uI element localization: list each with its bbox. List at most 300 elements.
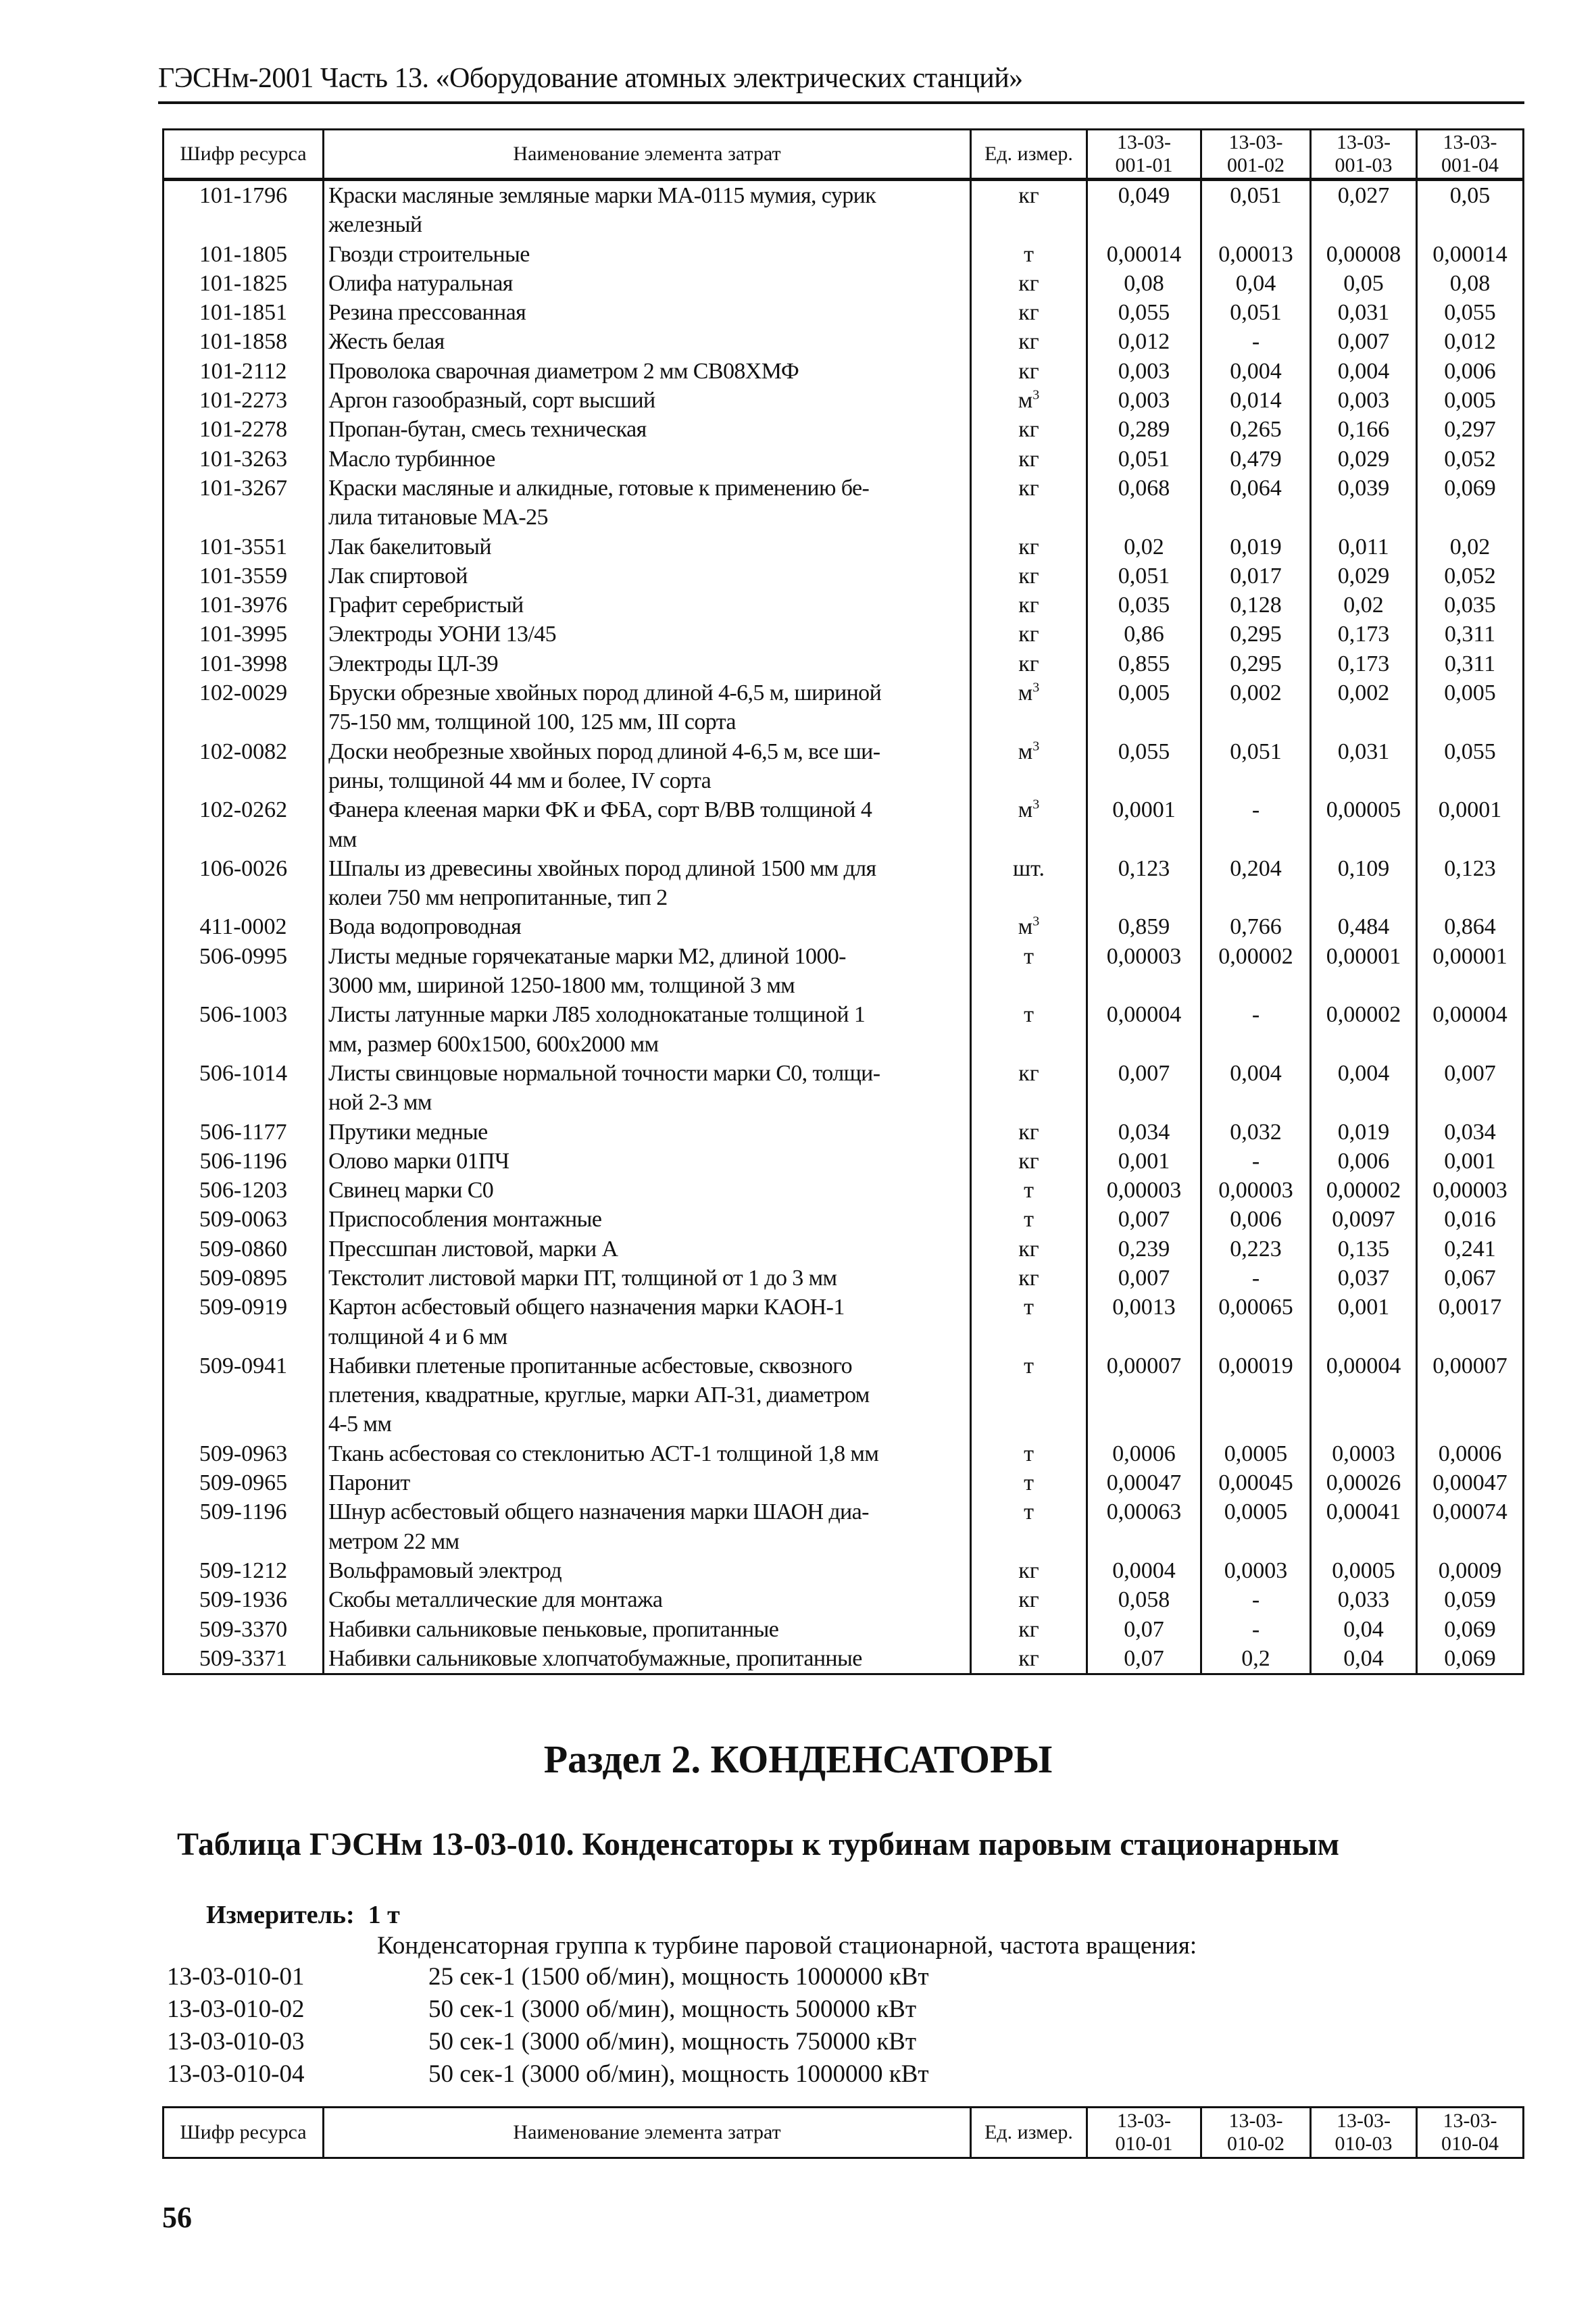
value-cell: 0,055 — [1417, 737, 1524, 796]
resource-table-13-03-001 — [162, 128, 1524, 1675]
table-row — [164, 1176, 1524, 1205]
value-cell: 0,173 — [1311, 649, 1417, 678]
unit-cell: кг — [971, 445, 1087, 474]
value-cell: 0,032 — [1201, 1118, 1311, 1147]
unit-cell: $м^3$ — [971, 912, 1087, 941]
resource-table-13-03-010 — [162, 2106, 1524, 2159]
resource-name-cell: Краски масляные земляные марки МА-0115 мумия, сурик железный — [324, 180, 971, 240]
resource-code-cell: 101-3551 — [164, 532, 324, 562]
table-row — [164, 1264, 1524, 1293]
unit-cell: кг — [971, 620, 1087, 649]
value-cell: 0,859 — [1087, 912, 1201, 941]
resource-code-cell: 506-0995 — [164, 942, 324, 1001]
resource-name-cell: Резина прессованная — [324, 298, 971, 327]
value-cell: 0,05 — [1417, 180, 1524, 240]
table-title: Таблица ГЭСНм 13-03-010. Конденсаторы к турбинам паровым стационарным — [177, 1826, 1340, 1862]
value-cell: 0,031 — [1311, 298, 1417, 327]
resource-code-cell: 509-0941 — [164, 1351, 324, 1439]
value-cell: 0,00007 — [1087, 1351, 1201, 1439]
value-cell: 0,007 — [1087, 1205, 1201, 1234]
table-row — [164, 1351, 1524, 1439]
resource-name-cell: Олово марки 01ПЧ — [324, 1147, 971, 1176]
resource-code-cell: 101-1825 — [164, 269, 324, 298]
value-cell: 0,223 — [1201, 1235, 1311, 1264]
value-cell: 0,241 — [1417, 1235, 1524, 1264]
value-cell: 0,00014 — [1417, 240, 1524, 269]
value-cell: 0,004 — [1201, 1059, 1311, 1118]
resource-code-cell: 506-1177 — [164, 1118, 324, 1147]
resource-name-cell: Шнур асбестовый общего назначения марки ШАОН диа- метром 22 мм — [324, 1497, 971, 1556]
value-cell: 0,135 — [1311, 1235, 1417, 1264]
unit-cell: кг — [971, 1118, 1087, 1147]
resource-name-cell: Лак спиртовой — [324, 562, 971, 591]
value-cell: 0,019 — [1201, 532, 1311, 562]
resource-name-cell: Электроды УОНИ 13/45 — [324, 620, 971, 649]
value-cell: 0,00003 — [1087, 942, 1201, 1001]
resource-code-cell: 506-1203 — [164, 1176, 324, 1205]
resource-code-cell: 101-3263 — [164, 445, 324, 474]
unit-cell: кг — [971, 1147, 1087, 1176]
value-cell: - — [1201, 1585, 1311, 1614]
unit-cell: кг — [971, 591, 1087, 620]
unit-cell: кг — [971, 180, 1087, 240]
variants-intro: Конденсаторная группа к турбине паровой стационарной, частота вращения: — [377, 1932, 1197, 1960]
resource-code-cell: 101-3998 — [164, 649, 324, 678]
resource-code-cell: 509-0860 — [164, 1235, 324, 1264]
column-header: 13-03- 001-04 — [1417, 130, 1524, 180]
unit-cell: т — [971, 1497, 1087, 1556]
value-cell: - — [1201, 1615, 1311, 1644]
table-row — [164, 1644, 1524, 1674]
column-header: Шифр ресурса — [164, 130, 324, 180]
value-cell: 0,004 — [1311, 1059, 1417, 1118]
value-cell: 0,051 — [1201, 180, 1311, 240]
value-cell: - — [1201, 1000, 1311, 1059]
unit-cell: кг — [971, 532, 1087, 562]
unit-cell: кг — [971, 1644, 1087, 1674]
resource-name-cell: Скобы металлические для монтажа — [324, 1585, 971, 1614]
value-cell: 0,204 — [1201, 854, 1311, 913]
value-cell: 0,003 — [1311, 386, 1417, 415]
value-cell: 0,069 — [1417, 474, 1524, 532]
value-cell: 0,00001 — [1311, 942, 1417, 1001]
unit-cell: $м^3$ — [971, 737, 1087, 796]
variant-item — [167, 2060, 929, 2089]
value-cell: 0,051 — [1087, 562, 1201, 591]
value-cell: 0,002 — [1201, 678, 1311, 737]
value-cell: 0,001 — [1087, 1147, 1201, 1176]
value-cell: - — [1201, 327, 1311, 356]
value-cell: 0,027 — [1311, 180, 1417, 240]
resource-name-cell: Олифа натуральная — [324, 269, 971, 298]
value-cell: 0,0001 — [1417, 795, 1524, 854]
table-row — [164, 298, 1524, 327]
value-cell: 0,006 — [1311, 1147, 1417, 1176]
resource-code-cell: 506-1196 — [164, 1147, 324, 1176]
value-cell: 0,0003 — [1311, 1439, 1417, 1468]
resource-name-cell: Приспособления монтажные — [324, 1205, 971, 1234]
value-cell: 0,239 — [1087, 1235, 1201, 1264]
unit-cell: кг — [971, 415, 1087, 444]
value-cell: 0,00008 — [1311, 240, 1417, 269]
resource-name-cell: Фанера клееная марки ФК и ФБА, сорт В/ВВ толщиной 4 мм — [324, 795, 971, 854]
resource-code-cell: 509-1196 — [164, 1497, 324, 1556]
table-row — [164, 1556, 1524, 1585]
value-cell: 0,02 — [1087, 532, 1201, 562]
value-cell: 0,00045 — [1201, 1468, 1311, 1497]
value-cell: 0,035 — [1417, 591, 1524, 620]
resource-name-cell: Аргон газообразный, сорт высший — [324, 386, 971, 415]
value-cell: 0,0005 — [1201, 1497, 1311, 1556]
table-row — [164, 1235, 1524, 1264]
column-header: 13-03- 010-02 — [1201, 2108, 1311, 2158]
value-cell: 0,007 — [1087, 1264, 1201, 1293]
resource-code-cell: 102-0082 — [164, 737, 324, 796]
resource-code-cell: 101-1858 — [164, 327, 324, 356]
value-cell: 0,019 — [1311, 1118, 1417, 1147]
table-row — [164, 795, 1524, 854]
unit-cell: кг — [971, 649, 1087, 678]
value-cell: 0,029 — [1311, 562, 1417, 591]
value-cell: 0,034 — [1417, 1118, 1524, 1147]
resource-code-cell: 101-3976 — [164, 591, 324, 620]
value-cell: 0,055 — [1087, 737, 1201, 796]
value-cell: 0,0004 — [1087, 1556, 1201, 1585]
value-cell: 0,173 — [1311, 620, 1417, 649]
value-cell: 0,067 — [1417, 1264, 1524, 1293]
value-cell: 0,0001 — [1087, 795, 1201, 854]
table-row — [164, 1585, 1524, 1614]
table-row — [164, 445, 1524, 474]
value-cell: 0,166 — [1311, 415, 1417, 444]
value-cell: 0,039 — [1311, 474, 1417, 532]
table-row — [164, 1059, 1524, 1118]
resource-code-cell: 101-3267 — [164, 474, 324, 532]
variant-description: 50 сек-1 (3000 об/мин), мощность 500000 кВт — [428, 1995, 917, 2023]
value-cell: 0,069 — [1417, 1615, 1524, 1644]
value-cell: 0,029 — [1311, 445, 1417, 474]
value-cell: 0,05 — [1311, 269, 1417, 298]
table-row — [164, 854, 1524, 913]
value-cell: - — [1201, 795, 1311, 854]
variant-code: 13-03-010-03 — [167, 2028, 305, 2056]
resource-name-cell: Масло турбинное — [324, 445, 971, 474]
resource-code-cell: 101-1796 — [164, 180, 324, 240]
value-cell: 0,069 — [1417, 1644, 1524, 1674]
value-cell: 0,00063 — [1087, 1497, 1201, 1556]
table-row — [164, 1118, 1524, 1147]
table-row — [164, 1615, 1524, 1644]
value-cell: 0,311 — [1417, 649, 1524, 678]
value-cell: 0,00074 — [1417, 1497, 1524, 1556]
column-header: 13-03- 010-04 — [1417, 2108, 1524, 2158]
resource-name-cell: Листы медные горячекатаные марки М2, длиной 1000- 3000 мм, шириной 1250-1800 мм, толщиной 3 мм — [324, 942, 971, 1001]
resource-code-cell: 509-3371 — [164, 1644, 324, 1674]
resource-name-cell: Свинец марки С0 — [324, 1176, 971, 1205]
value-cell: - — [1201, 1147, 1311, 1176]
resource-code-cell: 509-0919 — [164, 1293, 324, 1351]
variant-description: 50 сек-1 (3000 об/мин), мощность 1000000 кВт — [428, 2060, 929, 2088]
column-header: 13-03- 001-02 — [1201, 130, 1311, 180]
value-cell: 0,004 — [1201, 357, 1311, 386]
value-cell: 0,005 — [1087, 678, 1201, 737]
value-cell: 0,00002 — [1311, 1176, 1417, 1205]
value-cell: 0,00019 — [1201, 1351, 1311, 1439]
value-cell: 0,00002 — [1311, 1000, 1417, 1059]
value-cell: 0,001 — [1417, 1147, 1524, 1176]
value-cell: 0,08 — [1417, 269, 1524, 298]
value-cell: 0,004 — [1311, 357, 1417, 386]
table-row — [164, 269, 1524, 298]
value-cell: 0,00001 — [1417, 942, 1524, 1001]
table-row — [164, 737, 1524, 796]
value-cell: 0,00004 — [1417, 1000, 1524, 1059]
value-cell: 0,051 — [1201, 298, 1311, 327]
variant-code: 13-03-010-02 — [167, 1995, 305, 2023]
unit-cell: $м^3$ — [971, 795, 1087, 854]
value-cell: 0,864 — [1417, 912, 1524, 941]
value-cell: 0,052 — [1417, 562, 1524, 591]
value-cell: 0,0017 — [1417, 1293, 1524, 1351]
value-cell: 0,00004 — [1311, 1351, 1417, 1439]
value-cell: 0,86 — [1087, 620, 1201, 649]
unit-cell: т — [971, 942, 1087, 1001]
table-row — [164, 240, 1524, 269]
value-cell: 0,059 — [1417, 1585, 1524, 1614]
resource-code-cell: 509-1936 — [164, 1585, 324, 1614]
value-cell: 0,04 — [1201, 269, 1311, 298]
value-cell: 0,02 — [1417, 532, 1524, 562]
table-row — [164, 1497, 1524, 1556]
variant-item — [167, 1995, 917, 2024]
value-cell: 0,005 — [1417, 678, 1524, 737]
page-number: 56 — [162, 2201, 192, 2234]
value-cell: 0,07 — [1087, 1644, 1201, 1674]
header-rule — [158, 101, 1524, 104]
table-row — [164, 649, 1524, 678]
resource-code-cell: 101-3559 — [164, 562, 324, 591]
resource-name-cell: Электроды ЦЛ-39 — [324, 649, 971, 678]
table-row — [164, 1147, 1524, 1176]
resource-name-cell: Проволока сварочная диаметром 2 мм СВ08ХМФ — [324, 357, 971, 386]
value-cell: 0,052 — [1417, 445, 1524, 474]
resource-code-cell: 509-0965 — [164, 1468, 324, 1497]
value-cell: 0,031 — [1311, 737, 1417, 796]
value-cell: 0,04 — [1311, 1644, 1417, 1674]
resource-name-cell: Прутики медные — [324, 1118, 971, 1147]
value-cell: 0,001 — [1311, 1293, 1417, 1351]
value-cell: 0,051 — [1201, 737, 1311, 796]
value-cell: 0,295 — [1201, 620, 1311, 649]
value-cell: 0,289 — [1087, 415, 1201, 444]
table-header-row — [164, 130, 1524, 180]
value-cell: 0,07 — [1087, 1615, 1201, 1644]
value-cell: 0,003 — [1087, 357, 1201, 386]
unit-cell: $м^3$ — [971, 678, 1087, 737]
value-cell: 0,265 — [1201, 415, 1311, 444]
unit-cell: кг — [971, 357, 1087, 386]
unit-cell: $м^3$ — [971, 386, 1087, 415]
value-cell: 0,012 — [1417, 327, 1524, 356]
resource-name-cell: Набивки сальниковые хлопчатобумажные, пропитанные — [324, 1644, 971, 1674]
resource-name-cell: Графит серебристый — [324, 591, 971, 620]
resource-name-cell: Доски необрезные хвойных пород длиной 4-6,5 м, все ши- рины, толщиной 44 мм и более, IV сорта — [324, 737, 971, 796]
table-row — [164, 1205, 1524, 1234]
value-cell: 0,0009 — [1417, 1556, 1524, 1585]
value-cell: 0,00004 — [1087, 1000, 1201, 1059]
value-cell: 0,003 — [1087, 386, 1201, 415]
resource-code-cell: 509-3370 — [164, 1615, 324, 1644]
unit-cell: кг — [971, 1059, 1087, 1118]
table-row — [164, 327, 1524, 356]
value-cell: 0,055 — [1417, 298, 1524, 327]
resource-name-cell: Листы латунные марки Л85 холоднокатаные толщиной 1 мм, размер 600х1500, 600х2000 мм — [324, 1000, 971, 1059]
value-cell: 0,006 — [1201, 1205, 1311, 1234]
resource-code-cell: 506-1003 — [164, 1000, 324, 1059]
unit-cell: кг — [971, 269, 1087, 298]
resource-code-cell: 411-0002 — [164, 912, 324, 941]
resource-code-cell: 106-0026 — [164, 854, 324, 913]
resource-code-cell: 101-2273 — [164, 386, 324, 415]
value-cell: 0,064 — [1201, 474, 1311, 532]
value-cell: 0,08 — [1087, 269, 1201, 298]
table-header-row — [164, 2108, 1524, 2158]
unit-cell: т — [971, 1439, 1087, 1468]
value-cell: 0,017 — [1201, 562, 1311, 591]
value-cell: 0,00047 — [1087, 1468, 1201, 1497]
measure-line — [206, 1900, 400, 1930]
resource-code-cell: 509-0895 — [164, 1264, 324, 1293]
value-cell: 0,00005 — [1311, 795, 1417, 854]
value-cell: 0,068 — [1087, 474, 1201, 532]
value-cell: 0,766 — [1201, 912, 1311, 941]
resource-code-cell: 101-2278 — [164, 415, 324, 444]
resource-code-cell: 506-1014 — [164, 1059, 324, 1118]
variant-description: 25 сек-1 (1500 об/мин), мощность 1000000 кВт — [428, 1963, 929, 1991]
value-cell: 0,011 — [1311, 532, 1417, 562]
value-cell: 0,128 — [1201, 591, 1311, 620]
value-cell: 0,123 — [1087, 854, 1201, 913]
resource-name-cell: Текстолит листовой марки ПТ, толщиной от 1 до 3 мм — [324, 1264, 971, 1293]
resource-code-cell: 509-0963 — [164, 1439, 324, 1468]
value-cell: 0,297 — [1417, 415, 1524, 444]
value-cell: 0,295 — [1201, 649, 1311, 678]
unit-cell: т — [971, 240, 1087, 269]
value-cell: 0,007 — [1087, 1059, 1201, 1118]
value-cell: 0,311 — [1417, 620, 1524, 649]
resource-code-cell: 509-0063 — [164, 1205, 324, 1234]
unit-cell: кг — [971, 562, 1087, 591]
resource-name-cell: Набивки плетеные пропитанные асбестовые, сквозного плетения, квадратные, круглые, марки АП-31, диаметром 4-5 мм — [324, 1351, 971, 1439]
table-row — [164, 357, 1524, 386]
resource-name-cell: Прессшпан листовой, марки А — [324, 1235, 971, 1264]
value-cell: 0,0006 — [1087, 1439, 1201, 1468]
variant-description: 50 сек-1 (3000 об/мин), мощность 750000 кВт — [428, 2028, 917, 2056]
value-cell: 0,0097 — [1311, 1205, 1417, 1234]
table-row — [164, 1439, 1524, 1468]
variant-item — [167, 2027, 917, 2056]
resource-code-cell: 101-3995 — [164, 620, 324, 649]
value-cell: 0,035 — [1087, 591, 1201, 620]
resource-name-cell: Вольфрамовый электрод — [324, 1556, 971, 1585]
unit-cell: кг — [971, 1235, 1087, 1264]
resource-name-cell: Краски масляные и алкидные, готовые к применению бе- лила титановые МА-25 — [324, 474, 971, 532]
table-row — [164, 912, 1524, 941]
unit-cell: кг — [971, 1585, 1087, 1614]
value-cell: 0,04 — [1311, 1615, 1417, 1644]
table-row — [164, 474, 1524, 532]
column-header: 13-03- 010-03 — [1311, 2108, 1417, 2158]
value-cell: 0,00003 — [1201, 1176, 1311, 1205]
unit-cell: кг — [971, 474, 1087, 532]
variant-item — [167, 1962, 929, 1991]
resource-code-cell: 102-0262 — [164, 795, 324, 854]
value-cell: 0,055 — [1087, 298, 1201, 327]
resource-name-cell: Набивки сальниковые пеньковые, пропитанные — [324, 1615, 971, 1644]
value-cell: 0,016 — [1417, 1205, 1524, 1234]
table-row — [164, 942, 1524, 1001]
resource-code-cell: 101-1851 — [164, 298, 324, 327]
value-cell: 0,037 — [1311, 1264, 1417, 1293]
resource-name-cell: Вода водопроводная — [324, 912, 971, 941]
unit-cell: шт. — [971, 854, 1087, 913]
resource-code-cell: 102-0029 — [164, 678, 324, 737]
table-row — [164, 591, 1524, 620]
value-cell: 0,058 — [1087, 1585, 1201, 1614]
unit-cell: т — [971, 1205, 1087, 1234]
column-header: 13-03- 010-01 — [1087, 2108, 1201, 2158]
resource-name-cell: Ткань асбестовая со стеклонитью АСТ-1 толщиной 1,8 мм — [324, 1439, 971, 1468]
resource-name-cell: Шпалы из древесины хвойных пород длиной 1500 мм для колеи 750 мм непропитанные, тип 2 — [324, 854, 971, 913]
value-cell: 0,034 — [1087, 1118, 1201, 1147]
table-row — [164, 1000, 1524, 1059]
value-cell: 0,109 — [1311, 854, 1417, 913]
resource-name-cell: Пропан-бутан, смесь техническая — [324, 415, 971, 444]
unit-cell: кг — [971, 1615, 1087, 1644]
value-cell: 0,00003 — [1417, 1176, 1524, 1205]
unit-cell: т — [971, 1000, 1087, 1059]
running-header: ГЭСНм-2001 Часть 13. «Оборудование атомных электрических станций» — [158, 63, 1023, 94]
value-cell: 0,00065 — [1201, 1293, 1311, 1351]
unit-cell: т — [971, 1176, 1087, 1205]
resource-code-cell: 101-2112 — [164, 357, 324, 386]
value-cell: 0,005 — [1417, 386, 1524, 415]
table-row — [164, 620, 1524, 649]
column-header: 13-03- 001-01 — [1087, 130, 1201, 180]
column-header: 13-03- 001-03 — [1311, 130, 1417, 180]
value-cell: 0,006 — [1417, 357, 1524, 386]
section-heading: Раздел 2. КОНДЕНСАТОРЫ — [543, 1737, 1053, 1781]
table-row — [164, 532, 1524, 562]
value-cell: 0,855 — [1087, 649, 1201, 678]
variant-code: 13-03-010-01 — [167, 1963, 305, 1991]
table-row — [164, 1293, 1524, 1351]
unit-cell: т — [971, 1468, 1087, 1497]
value-cell: 0,00003 — [1087, 1176, 1201, 1205]
value-cell: 0,007 — [1311, 327, 1417, 356]
table-row — [164, 1468, 1524, 1497]
value-cell: 0,033 — [1311, 1585, 1417, 1614]
resource-name-cell: Гвозди строительные — [324, 240, 971, 269]
value-cell: 0,0006 — [1417, 1439, 1524, 1468]
value-cell: 0,0013 — [1087, 1293, 1201, 1351]
value-cell: 0,014 — [1201, 386, 1311, 415]
resource-name-cell: Картон асбестовый общего назначения марки КАОН-1 толщиной 4 и 6 мм — [324, 1293, 971, 1351]
unit-cell: кг — [971, 327, 1087, 356]
unit-cell: кг — [971, 298, 1087, 327]
value-cell: 0,0005 — [1201, 1439, 1311, 1468]
value-cell: 0,00026 — [1311, 1468, 1417, 1497]
